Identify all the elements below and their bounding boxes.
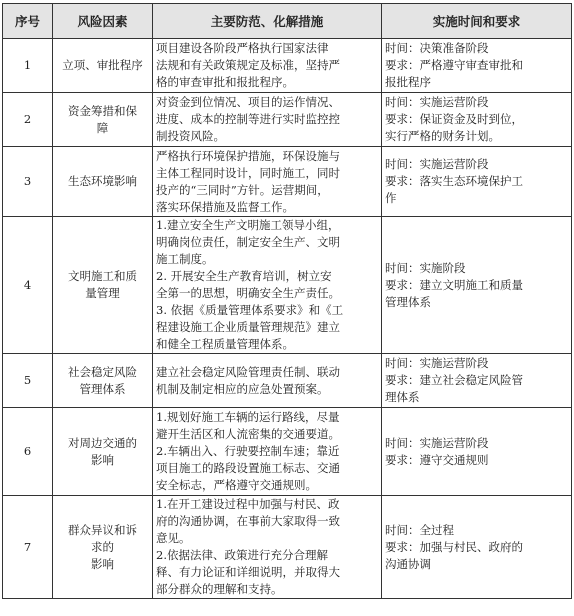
risk-factor-line: 立项、审批程序 bbox=[62, 58, 143, 72]
measure-text-line: 1.规划好施工车辆的运行路线，尽量 bbox=[156, 410, 340, 424]
risk-factor bbox=[53, 496, 153, 599]
measure-text-line: 部分群众的理解和支持。 bbox=[156, 582, 283, 596]
table-row bbox=[3, 147, 572, 217]
measure-text-line: 对资金到位情况、项目的运作情况、 bbox=[156, 95, 340, 109]
row-number: 3 bbox=[3, 147, 53, 217]
requirement-text-line: 要求：保证资金及时到位， bbox=[385, 112, 523, 126]
requirement-text-line: 要求：严格遵守审查审批和 bbox=[385, 58, 523, 72]
header-factor: 风险因素 bbox=[53, 4, 153, 39]
requirement-text-line: 要求：遵守交通规则 bbox=[385, 452, 489, 467]
measure-text-line: 投产的“三同时”方针。运营期间， bbox=[156, 182, 329, 197]
measure-text bbox=[153, 496, 382, 599]
requirement-text-line: 时间：实施运营阶段 bbox=[385, 356, 489, 370]
requirement-text bbox=[382, 408, 572, 496]
requirement-text-line: 时间：决策准备阶段 bbox=[385, 41, 489, 55]
measure-text-line: 机制及制定相应的应急处置预案。 bbox=[156, 381, 329, 396]
risk-factor-line: 管理体系 bbox=[79, 381, 126, 396]
measure-text-line: 程建设施工企业质量管理规范》建立 bbox=[156, 320, 340, 334]
measure-text bbox=[153, 408, 382, 496]
risk-factor bbox=[53, 217, 153, 354]
row-number: 5 bbox=[3, 354, 53, 408]
requirement-text-line: 要求：建立社会稳定风险管 bbox=[385, 373, 523, 387]
risk-factor-line: 社会稳定风险 bbox=[68, 364, 137, 379]
measure-text-line: 1.建立安全生产文明施工领导小组， bbox=[156, 218, 340, 232]
header-requirements: 实施时间和要求 bbox=[382, 4, 572, 39]
table-row bbox=[3, 39, 572, 93]
row-number: 1 bbox=[3, 39, 53, 93]
risk-factor-line: 对周边交通的 bbox=[68, 435, 137, 450]
requirement-text-line: 时间：全过程 bbox=[385, 522, 454, 537]
risk-factor-line: 群众异议和诉 bbox=[68, 522, 137, 537]
measure-text-line: 避开生活区和人流密集的交通要道。 bbox=[156, 427, 340, 441]
header-row bbox=[3, 4, 572, 39]
measure-text-line: 2.依据法律、政策进行充分合理解 bbox=[156, 548, 328, 562]
measure-text-line: 项目施工的路段设置施工标志、交通 bbox=[156, 461, 340, 475]
risk-factor-line: 求的 bbox=[91, 539, 114, 554]
requirement-text-line: 管理体系 bbox=[385, 294, 431, 309]
risk-factor bbox=[53, 354, 153, 408]
requirement-text bbox=[382, 147, 572, 217]
measure-text bbox=[153, 93, 382, 147]
row-number: 7 bbox=[3, 496, 53, 599]
measure-text bbox=[153, 354, 382, 408]
risk-factor-line: 文明施工和质 bbox=[68, 269, 137, 283]
requirement-text-line: 时间：实施运营阶段 bbox=[385, 435, 489, 450]
measure-text-line: 进度、成本的控制等进行实时监控控 bbox=[156, 112, 340, 126]
requirement-text bbox=[382, 496, 572, 599]
risk-factor bbox=[53, 93, 153, 147]
requirement-text bbox=[382, 39, 572, 93]
risk-factor-line: 障 bbox=[96, 120, 109, 135]
measure-text-line: 府的沟通协调，在事前大家取得一致 bbox=[156, 514, 340, 528]
requirement-text-line: 作 bbox=[385, 191, 397, 205]
risk-factor-line: 资金筹措和保 bbox=[68, 103, 137, 118]
risk-factor-line: 影响 bbox=[91, 452, 114, 467]
requirement-text-line: 报批程序 bbox=[385, 75, 431, 89]
risk-factor-line: 量管理 bbox=[85, 286, 120, 300]
risk-factor bbox=[53, 408, 153, 496]
measure-text-line: 明确岗位责任，制定安全生产、文明 bbox=[156, 235, 340, 249]
table-row bbox=[3, 93, 572, 147]
measure-text-line: 意见。 bbox=[156, 531, 191, 545]
table-row bbox=[3, 496, 572, 599]
measure-text-line: 安全标志，严格遵守交通规则。 bbox=[156, 478, 317, 492]
requirement-text-line: 时间：实施运营阶段 bbox=[385, 95, 489, 109]
requirement-text-line: 沟通协调 bbox=[385, 556, 431, 571]
measure-text-line: 落实环保措施及监督工作。 bbox=[156, 199, 294, 214]
requirement-text-line: 时间：实施阶段 bbox=[385, 260, 466, 275]
measure-text-line: 建立社会稳定风险管理责任制、联动 bbox=[156, 364, 340, 379]
measure-text-line: 和健全工程质量管理体系。 bbox=[156, 337, 294, 351]
requirement-text-line: 要求：加强与村民、政府的 bbox=[385, 539, 523, 554]
measure-text-line: 制投资风险。 bbox=[156, 129, 225, 143]
table-row bbox=[3, 217, 572, 354]
requirement-text-line: 理体系 bbox=[385, 390, 420, 404]
measure-text-line: 1.在开工建设过程中加强与村民、政 bbox=[156, 497, 340, 511]
requirement-text-line: 时间：实施运营阶段 bbox=[385, 157, 489, 171]
risk-table bbox=[2, 3, 572, 599]
measure-text-line: 全第一的思想，明确安全生产责任。 bbox=[156, 286, 340, 300]
measure-text-line: 2.车辆出入、行驶要控制车速；靠近 bbox=[156, 444, 340, 458]
measure-text bbox=[153, 217, 382, 354]
header-measures: 主要防范、化解措施 bbox=[153, 4, 382, 39]
row-number: 4 bbox=[3, 217, 53, 354]
measure-text-line: 严格执行环境保护措施，环保设施与 bbox=[156, 148, 340, 163]
risk-factor-line: 影响 bbox=[91, 556, 114, 571]
table-row bbox=[3, 408, 572, 496]
measure-text-line: 法规和有关政策规定及标准，坚持严 bbox=[156, 58, 340, 72]
table-row bbox=[3, 354, 572, 408]
measure-text-line: 主体工程同时设计，同时施工，同时 bbox=[156, 165, 340, 180]
measure-text-line: 3. 依据《质量管理体系要求》和《工 bbox=[156, 303, 344, 317]
requirement-text bbox=[382, 93, 572, 147]
measure-text-line: 释、有力论证和详细说明，并取得大 bbox=[156, 565, 340, 579]
requirement-text-line: 实行严格的财务计划。 bbox=[385, 129, 500, 143]
measure-text-line: 项目建设各阶段严格执行国家法律 bbox=[156, 41, 329, 55]
risk-factor bbox=[53, 147, 153, 217]
measure-text-line: 施工制度。 bbox=[156, 252, 214, 266]
requirement-text-line: 要求：落实生态环境保护工 bbox=[385, 174, 523, 188]
measure-text bbox=[153, 147, 382, 217]
row-number: 2 bbox=[3, 93, 53, 147]
measure-text-line: 格的审查审批和报批程序。 bbox=[156, 75, 294, 89]
requirement-text bbox=[382, 217, 572, 354]
requirement-text bbox=[382, 354, 572, 408]
header-no: 序号 bbox=[3, 4, 53, 39]
measure-text-line: 2. 开展安全生产教育培训，树立安 bbox=[156, 269, 332, 283]
requirement-text-line: 要求：建立文明施工和质量 bbox=[385, 277, 523, 292]
risk-factor bbox=[53, 39, 153, 93]
measure-text bbox=[153, 39, 382, 93]
row-number: 6 bbox=[3, 408, 53, 496]
risk-factor-line: 生态环境影响 bbox=[68, 174, 137, 188]
